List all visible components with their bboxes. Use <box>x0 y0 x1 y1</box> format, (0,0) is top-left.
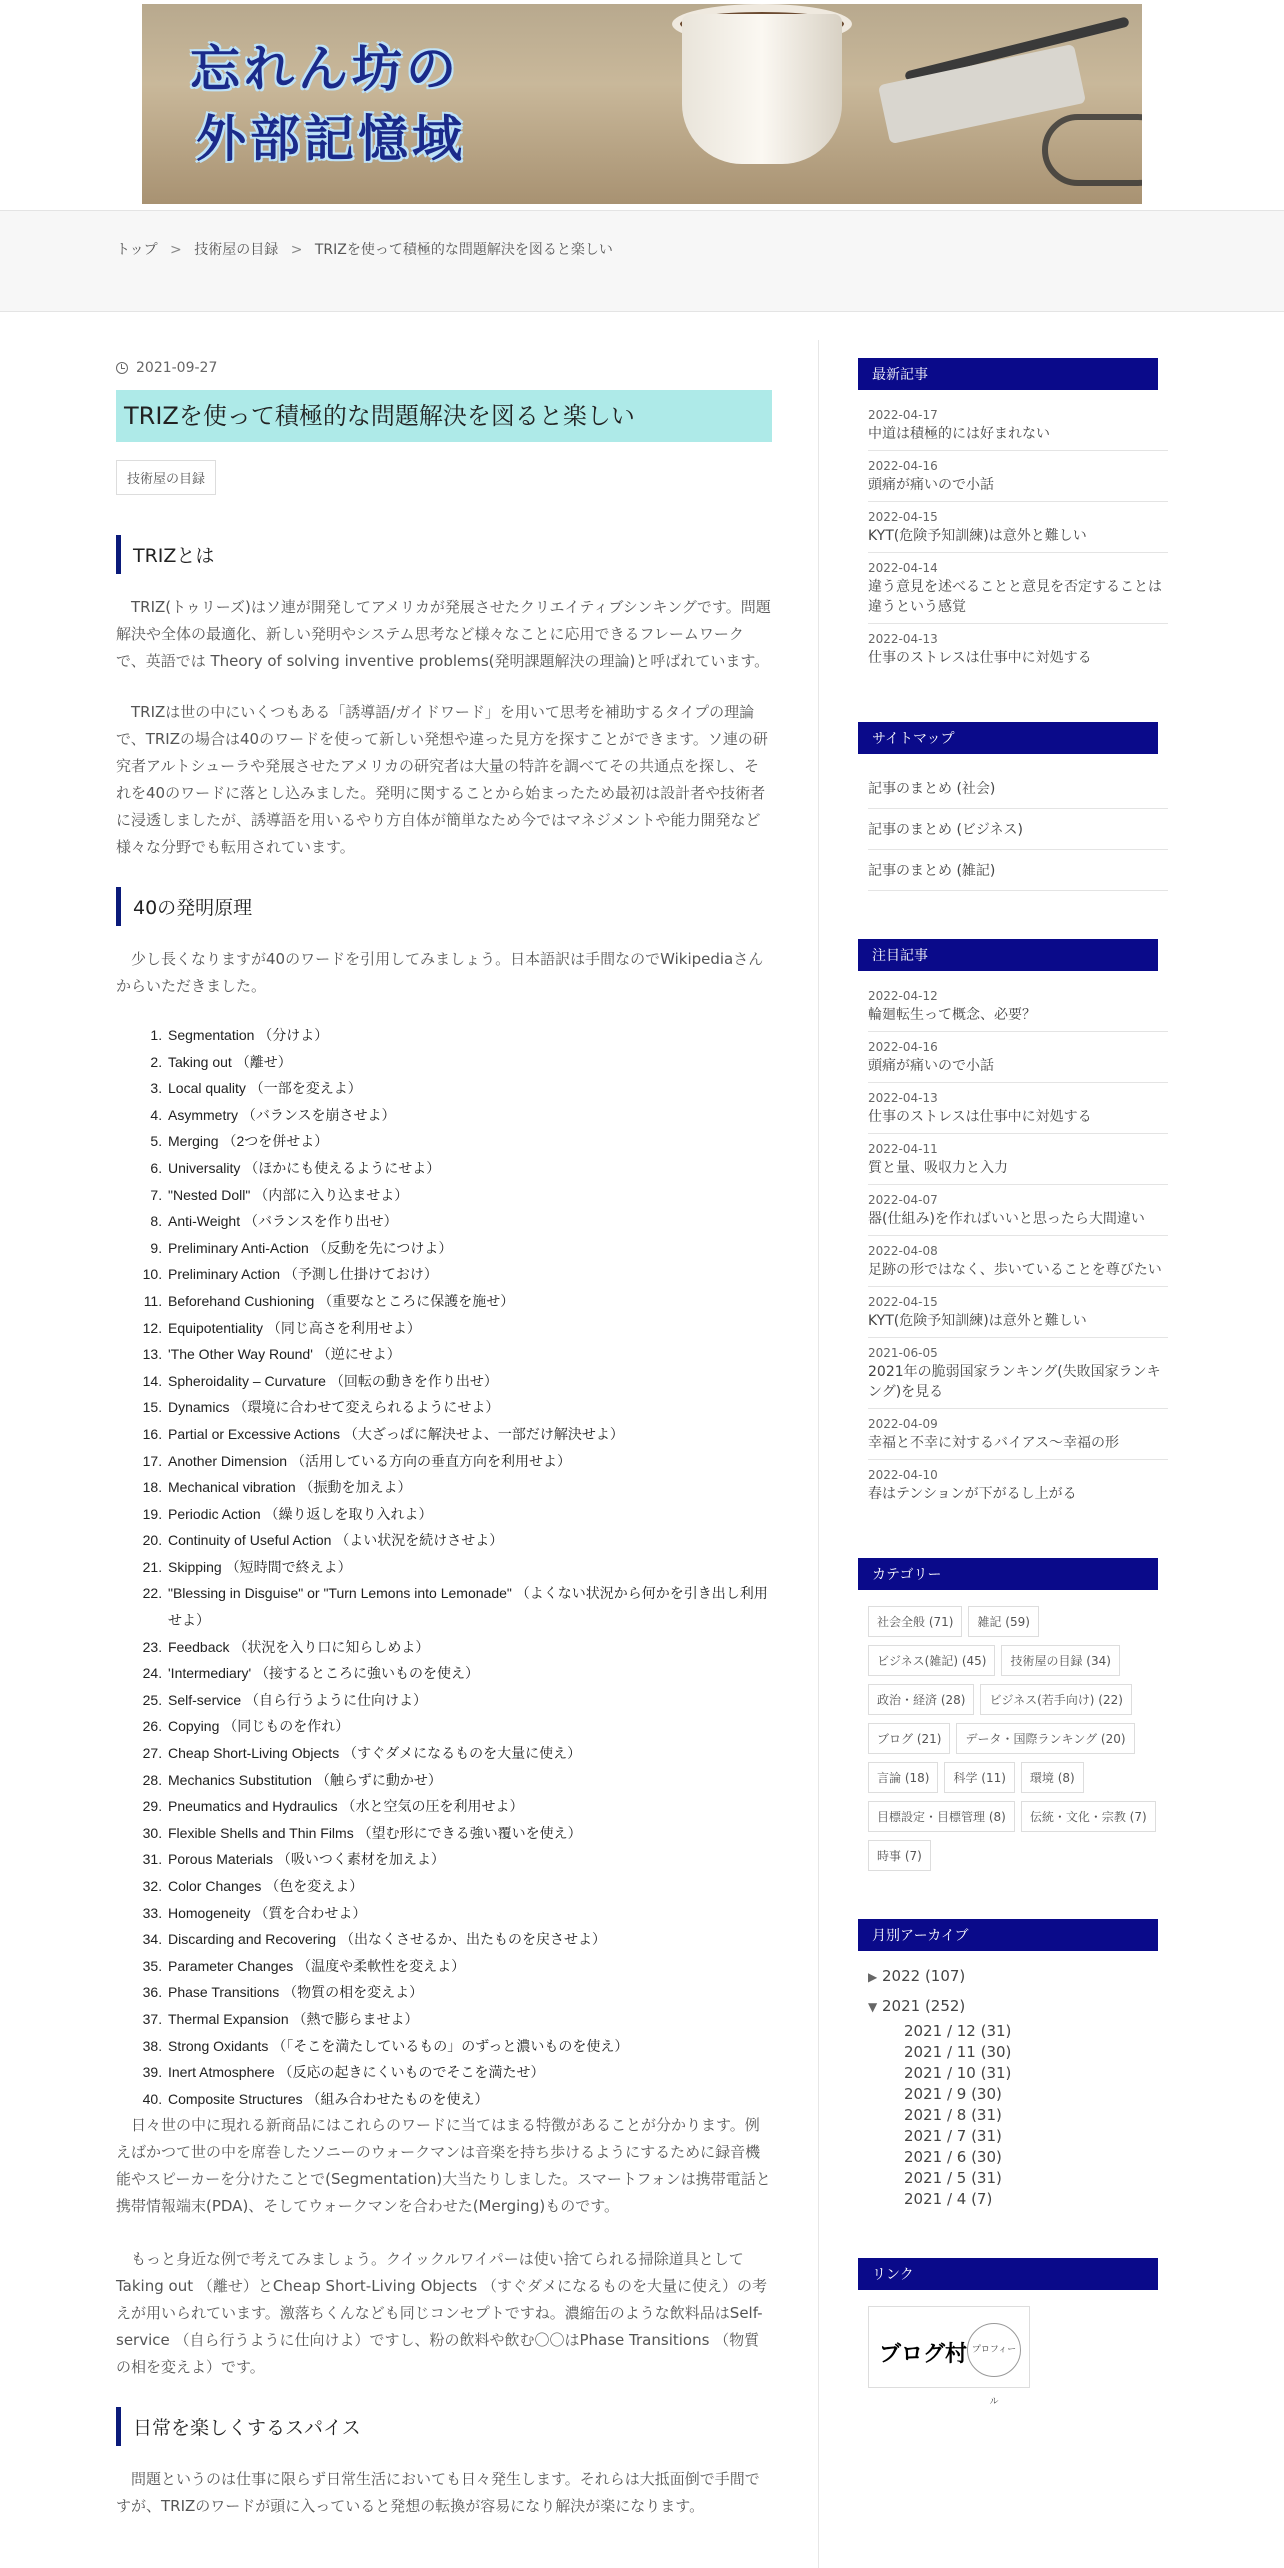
list-item: 29. Pneumatics and Hydraulics （水と空気の圧を利用せよ） <box>166 1793 772 1820</box>
recent-post-date: 2022-04-16 <box>868 459 938 473</box>
paragraph-3: 少し長くなりますが40のワードを引用してみましょう。日本語訳は手間なのでWikipediaさんからいただきました。 <box>116 950 764 995</box>
category-tag[interactable]: ブログ (21) <box>868 1723 950 1754</box>
archive-month[interactable]: 2021 / 9 (30) <box>904 2085 1002 2103</box>
featured-item[interactable] <box>868 1338 1168 1409</box>
widget-categories <box>858 1558 1170 1871</box>
category-tag[interactable]: 言論 (18) <box>868 1762 938 1793</box>
recent-post-item[interactable] <box>868 451 1168 502</box>
paragraph-4: 日々世の中に現れる新商品にはこれらのワードに当てはまる特徴があることが分かります。例えばかつて世の中を席巻したソニーのウォークマンは音楽を持ち歩けるようにするために録音機能やスピーカーを分けたことで(Segmentation)大当たりしました。スマートフォンは携帯電話と携帯情報端末(PDA)、そしてウォークマンを合わせた(Merging)ものです。 <box>116 2116 771 2216</box>
list-item: 9. Preliminary Anti-Action （反動を先につけよ） <box>166 1235 772 1262</box>
list-item: 15. Dynamics （環境に合わせて変えられるようにせよ） <box>166 1394 772 1421</box>
list-item: 11. Beforehand Cushioning （重要なところに保護を施せ） <box>166 1288 772 1315</box>
widget-title-recent: 最新記事 <box>858 358 1158 390</box>
widget-title-archive: 月別アーカイブ <box>858 1919 1158 1951</box>
list-item: 33. Homogeneity （質を合わせよ） <box>166 1900 772 1927</box>
widget-title-categories: カテゴリー <box>858 1558 1158 1590</box>
paragraph-1: TRIZ(トゥリーズ)はソ連が開発してアメリカが発展させたクリエイティブシンキングです。問題解決や全体の最適化、新しい発明やシステム思考など様々なことに応用できるフレームワークで、英語では Theory of solving inventive problems(発明課題解決の理論)と呼ばれています。 <box>116 598 771 670</box>
featured-item[interactable] <box>868 1409 1168 1460</box>
recent-post-item[interactable] <box>868 400 1168 451</box>
recent-post-date: 2022-04-13 <box>868 632 938 646</box>
list-item: 23. Feedback （状況を入り口に知らしめよ） <box>166 1634 772 1661</box>
triangle-down-icon: ▼ <box>868 2000 878 2014</box>
featured-date: 2022-04-13 <box>868 1091 938 1105</box>
category-tag[interactable]: 環境 (8) <box>1021 1762 1084 1793</box>
featured-date: 2022-04-15 <box>868 1295 938 1309</box>
sitemap-item[interactable]: 記事のまとめ (雑記) <box>868 850 1168 891</box>
list-item: 16. Partial or Excessive Actions （大ざっぱに解決せよ、一部だけ解決せよ） <box>166 1421 772 1448</box>
featured-date: 2022-04-07 <box>868 1193 938 1207</box>
category-tag[interactable]: ビジネス(雑記) (45) <box>868 1645 995 1676</box>
archive-month[interactable]: 2021 / 5 (31) <box>904 2169 1002 2187</box>
featured-item[interactable] <box>868 1134 1168 1185</box>
list-item: 24. 'Intermediary' （接するところに強いものを使え） <box>166 1660 772 1687</box>
featured-title[interactable]: 幸福と不幸に対するバイアス～幸福の形 <box>868 1435 1120 1451</box>
paragraph-5: もっと身近な例で考えてみましょう。クイックルワイパーは使い捨てられる掃除道具としてTaking out （離せ）とCheap Short-Living Objects （すぐダメになるものを大量に使え）の考えが用いられています。激落ちくんなども同じコンセプトですね。濃縮缶のような飲料品はSelf-service （自ら行うように仕向けよ）ですし、粉の飲料や飲む〇〇はPhase Transitions （物質の相を変えよ）です。 <box>116 2250 768 2377</box>
widget-title-featured: 注目記事 <box>858 939 1158 971</box>
list-item: 22. "Blessing in Disguise" or "Turn Lemons into Lemonade" （よくない状況から何かを引き出し利用せよ） <box>166 1580 772 1633</box>
section-heading-daily: 日常を楽しくするスパイス <box>116 2407 772 2446</box>
recent-post-item[interactable] <box>868 502 1168 553</box>
featured-title[interactable]: 頭痛が痛いので小話 <box>868 1058 994 1074</box>
archive-month[interactable]: 2021 / 11 (30) <box>904 2043 1012 2061</box>
breadcrumb <box>116 239 621 259</box>
list-item: 38. Strong Oxidants （「そこを満たしているもの」のずっと濃いものを使え） <box>166 2033 772 2060</box>
list-item: 28. Mechanics Substitution （触らずに動かせ） <box>166 1767 772 1794</box>
featured-item[interactable] <box>868 981 1168 1032</box>
featured-title[interactable]: KYT(危険予知訓練)は意外と難しい <box>868 1313 1087 1329</box>
site-title-line1: 忘れん坊の <box>190 39 460 98</box>
featured-title[interactable]: 2021年の脆弱国家ランキング(失敗国家ランキング)を見る <box>868 1364 1161 1400</box>
widget-links <box>858 2258 1170 2407</box>
recent-posts-list <box>868 400 1168 674</box>
list-item: 30. Flexible Shells and Thin Films （望む形にできる強い覆いを使え） <box>166 1820 772 1847</box>
category-tag[interactable]: 時事 (7) <box>868 1840 931 1871</box>
category-tag[interactable]: 雑記 (59) <box>968 1606 1038 1637</box>
breadcrumb-current: TRIZを使って積極的な問題解決を図ると楽しい <box>314 242 613 258</box>
widget-title-sitemap: サイトマップ <box>858 722 1158 754</box>
sitemap-item[interactable]: 記事のまとめ (社会) <box>868 768 1168 809</box>
recent-post-title[interactable]: 頭痛が痛いので小話 <box>868 477 994 493</box>
list-item: 34. Discarding and Recovering （出なくさせるか、出たものを戻させよ） <box>166 1926 772 1953</box>
site-header <box>0 0 1284 210</box>
archive-month[interactable]: 2021 / 7 (31) <box>904 2127 1002 2145</box>
list-item: 2. Taking out （離せ） <box>166 1049 772 1076</box>
list-item: 25. Self-service （自ら行うように仕向けよ） <box>166 1687 772 1714</box>
featured-date: 2022-04-10 <box>868 1468 938 1482</box>
recent-post-title[interactable]: KYT(危険予知訓練)は意外と難しい <box>868 528 1087 544</box>
recent-post-date: 2022-04-17 <box>868 408 938 422</box>
category-tag[interactable]: 伝統・文化・宗教 (7) <box>1021 1801 1156 1832</box>
archive-month[interactable]: 2021 / 6 (30) <box>904 2148 1002 2166</box>
featured-title[interactable]: 春はテンションが下がるし上がる <box>868 1486 1077 1502</box>
list-item: 17. Another Dimension （活用している方向の垂直方向を利用せよ） <box>166 1448 772 1475</box>
archive-month[interactable]: 2021 / 12 (31) <box>904 2022 1012 2040</box>
list-item: 21. Skipping （短時間で終えよ） <box>166 1554 772 1581</box>
category-tag[interactable]: 目標設定・目標管理 (8) <box>868 1801 1015 1832</box>
list-item: 32. Color Changes （色を変えよ） <box>166 1873 772 1900</box>
category-tag[interactable]: ビジネス(若手向け) (22) <box>980 1684 1131 1715</box>
list-item: 19. Periodic Action （繰り返しを取り入れよ） <box>166 1501 772 1528</box>
list-item: 10. Preliminary Action （予測し仕掛けておけ） <box>166 1261 772 1288</box>
widget-recent-posts <box>858 358 1170 674</box>
list-item: 3. Local quality （一部を変えよ） <box>166 1075 772 1102</box>
widget-sitemap <box>858 722 1170 891</box>
recent-post-title[interactable]: 違う意見を述べることと意見を否定することは違うという感覚 <box>868 579 1162 615</box>
sitemap-list <box>868 768 1168 891</box>
list-item: 27. Cheap Short-Living Objects （すぐダメになるものを大量に使え） <box>166 1740 772 1767</box>
category-tag[interactable]: 政治・経済 (28) <box>868 1684 974 1715</box>
featured-item[interactable] <box>868 1460 1168 1510</box>
featured-item[interactable] <box>868 1032 1168 1083</box>
archive-year-label[interactable]: 2021 (252) <box>882 1997 966 2015</box>
list-item: 4. Asymmetry （バランスを崩させよ） <box>166 1102 772 1129</box>
list-item: 7. "Nested Doll" （内部に入り込ませよ） <box>166 1182 772 1209</box>
list-item: 13. 'The Other Way Round' （逆にせよ） <box>166 1341 772 1368</box>
featured-date: 2022-04-11 <box>868 1142 938 1156</box>
featured-item[interactable] <box>868 1083 1168 1134</box>
list-item: 40. Composite Structures （組み合わせたものを使え） <box>166 2086 772 2113</box>
breadcrumb-separator: > <box>290 242 303 258</box>
archive-month[interactable]: 2021 / 10 (31) <box>904 2064 1012 2082</box>
section-heading-triz: TRIZとは <box>116 535 772 574</box>
list-item: 5. Merging （2つを併せよ） <box>166 1128 772 1155</box>
coffee-cup-body <box>682 14 842 164</box>
widget-archive <box>858 1919 1170 2210</box>
recent-post-item[interactable] <box>868 624 1168 674</box>
paragraph-2: TRIZは世の中にいくつもある「誘導語/ガイドワード」を用いて思考を補助するタイプの理論で、TRIZの場合は40のワードを使って新しい発想や違った見方を探すことができます。ソ連の研究者アルトシューラや発展させたアメリカの研究者は大量の特許を調べてその共通点を探し、それを40のワードに落とし込みました。発明に関することから始まったため最初は設計者や技術者に浸透しましたが、誘導語を用いるやり方自体が簡単なため今ではマネジメントや能力開発など様々な分野でも転用されています。 <box>116 703 768 856</box>
featured-date: 2022-04-12 <box>868 989 938 1003</box>
featured-item[interactable] <box>868 1185 1168 1236</box>
archive-year-label[interactable]: 2022 (107) <box>882 1967 966 1985</box>
site-title[interactable] <box>190 34 466 174</box>
list-item: 26. Copying （同じものを作れ） <box>166 1713 772 1740</box>
list-item: 8. Anti-Weight （バランスを作り出せ） <box>166 1208 772 1235</box>
featured-list <box>868 981 1168 1510</box>
post-date-text: 2021-09-27 <box>136 360 218 376</box>
breadcrumb-category[interactable]: 技術屋の目録 <box>194 242 279 258</box>
category-tag[interactable]: データ・国際ランキング (20) <box>956 1723 1134 1754</box>
post-category-tag[interactable]: 技術屋の目録 <box>116 460 216 495</box>
category-tags <box>868 1606 1168 1871</box>
list-item: 39. Inert Atmosphere （反応の起きにくいものでそこを満たせ） <box>166 2059 772 2086</box>
clock-icon <box>116 362 128 374</box>
post-title: TRIZを使って積極的な問題解決を図ると楽しい <box>116 390 772 442</box>
list-item: 36. Phase Transitions （物質の相を変えよ） <box>166 1979 772 2006</box>
featured-title[interactable]: 輪廻転生って概念、必要？ <box>868 1007 1036 1023</box>
list-item: 37. Thermal Expansion （熱で膨らませよ） <box>166 2006 772 2033</box>
triangle-right-icon: ▶ <box>868 1970 878 1984</box>
archive-months-2021 <box>904 2021 1170 2210</box>
column-divider <box>818 340 819 2568</box>
featured-title[interactable]: 器(仕組み)を作ればいいと思ったら大間違い <box>868 1211 1145 1227</box>
archive-list <box>868 1967 1170 2210</box>
widget-featured <box>858 939 1170 1510</box>
featured-title[interactable]: 質と量、吸収力と入力 <box>868 1160 1008 1176</box>
breadcrumb-band <box>0 210 1284 312</box>
recent-post-item[interactable] <box>868 553 1168 624</box>
sitemap-item[interactable]: 記事のまとめ (ビジネス) <box>868 809 1168 850</box>
archive-year-2021[interactable] <box>868 1997 1170 2015</box>
archive-year-2022[interactable] <box>868 1967 1170 1985</box>
article <box>116 360 772 2520</box>
list-item: 20. Continuity of Useful Action （よい状況を続けさせよ） <box>166 1527 772 1554</box>
breadcrumb-separator: > <box>170 242 182 258</box>
recent-post-title[interactable]: 仕事のストレスは仕事中に対処する <box>868 650 1092 666</box>
glasses-image <box>1042 114 1142 186</box>
archive-month[interactable]: 2021 / 8 (31) <box>904 2106 1002 2124</box>
post-date <box>116 360 772 376</box>
featured-date: 2022-04-08 <box>868 1244 938 1258</box>
section-heading-40-principles: 40の発明原理 <box>116 887 772 926</box>
featured-item[interactable] <box>868 1236 1168 1287</box>
site-title-line2: 外部記憶域 <box>196 109 466 168</box>
widget-title-links: リンク <box>858 2258 1158 2290</box>
blogmura-logo: ブログ村 <box>879 2341 968 2367</box>
header-banner[interactable] <box>142 4 1142 204</box>
featured-title[interactable]: 足跡の形ではなく、歩いていることを尊びたい <box>868 1262 1162 1278</box>
featured-date: 2022-04-16 <box>868 1040 938 1054</box>
archive-month[interactable]: 2021 / 4 (7) <box>904 2190 993 2208</box>
blogmura-banner[interactable] <box>868 2306 1030 2407</box>
sidebar <box>858 358 1170 2436</box>
category-tag[interactable]: 科学 (11) <box>944 1762 1014 1793</box>
recent-post-date: 2022-04-14 <box>868 561 938 575</box>
recent-post-title[interactable]: 中道は積極的には好まれない <box>868 426 1050 442</box>
list-item: 35. Parameter Changes （温度や柔軟性を変えよ） <box>166 1953 772 1980</box>
principles-list <box>116 1022 772 2112</box>
list-item: 14. Spheroidality – Curvature （回転の動きを作り出せ） <box>166 1368 772 1395</box>
recent-post-date: 2022-04-15 <box>868 510 938 524</box>
category-tag[interactable]: 社会全般 (71) <box>868 1606 962 1637</box>
paragraph-6: 問題というのは仕事に限らず日常生活においても日々発生します。それらは大抵面倒で手間ですが、TRIZのワードが頭に入っていると発想の転換が容易になり解決が楽になります。 <box>116 2470 760 2516</box>
list-item: 18. Mechanical vibration （振動を加えよ） <box>166 1474 772 1501</box>
list-item: 1. Segmentation （分けよ） <box>166 1022 772 1049</box>
featured-item[interactable] <box>868 1287 1168 1338</box>
category-tag[interactable]: 技術屋の目録 (34) <box>1001 1645 1119 1676</box>
featured-date: 2022-04-09 <box>868 1417 938 1431</box>
featured-date: 2021-06-05 <box>868 1346 938 1360</box>
list-item: 31. Porous Materials （吸いつく素材を加えよ） <box>166 1846 772 1873</box>
list-item: 12. Equipotentiality （同じ高さを利用せよ） <box>166 1315 772 1342</box>
profile-badge: プロフィール <box>967 2323 1021 2377</box>
breadcrumb-top[interactable]: トップ <box>116 242 158 258</box>
list-item: 6. Universality （ほかにも使えるようにせよ） <box>166 1155 772 1182</box>
featured-title[interactable]: 仕事のストレスは仕事中に対処する <box>868 1109 1092 1125</box>
